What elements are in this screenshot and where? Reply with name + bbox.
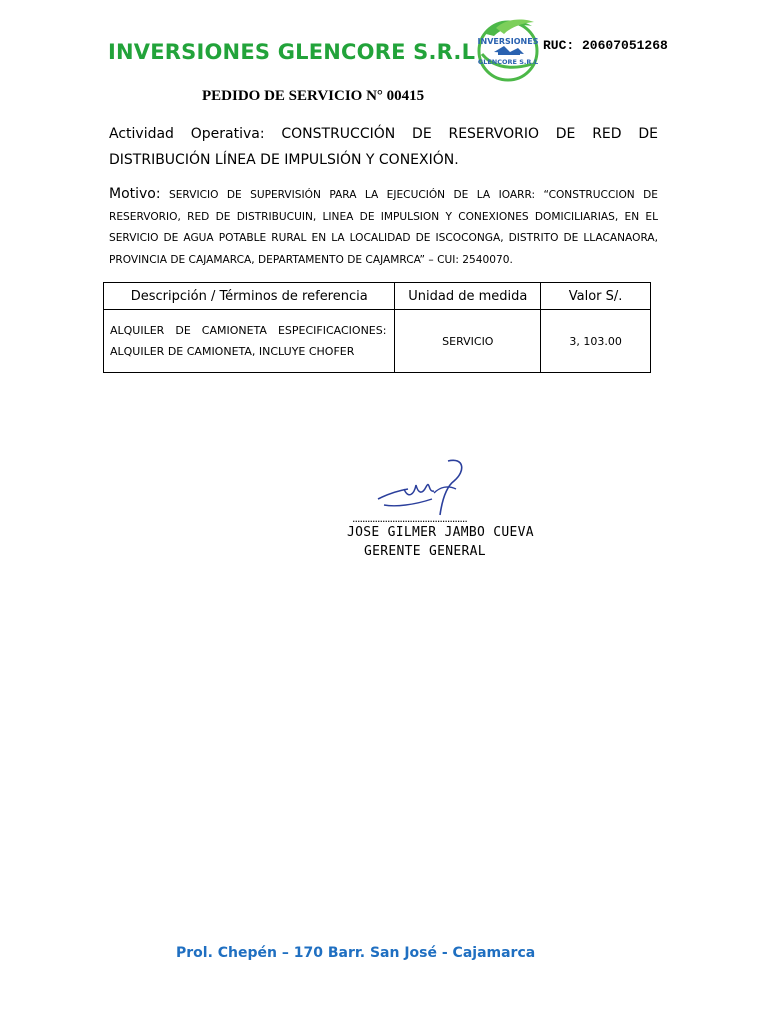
ruc-number: RUC: 20607051268	[543, 38, 668, 53]
document-title: PEDIDO DE SERVICIO N° 00415	[202, 88, 425, 104]
cell-unit: SERVICIO	[395, 310, 541, 373]
logo-icon	[472, 14, 546, 84]
services-table	[103, 282, 651, 373]
cell-description: ALQUILER DE CAMIONETA ESPECIFICACIONES: ALQUILER DE CAMIONETA, INCLUYE CHOFER	[104, 310, 395, 373]
svg-text:INVERSIONES: INVERSIONES	[477, 37, 539, 46]
actividad-label: Actividad Operativa:	[109, 126, 265, 142]
table-header-row	[104, 283, 651, 310]
header-unit: Unidad de medida	[395, 283, 541, 310]
company-name: INVERSIONES GLENCORE S.R.L	[108, 40, 476, 64]
header-value: Valor S/.	[541, 283, 651, 310]
footer-address: Prol. Chepén – 170 Barr. San José - Cajamarca	[176, 945, 536, 961]
cell-value: 3, 103.00	[541, 310, 651, 373]
signature-line: ..............................................	[352, 512, 467, 525]
motivo-label: Motivo:	[109, 186, 161, 202]
signatory-name: JOSE GILMER JAMBO CUEVA	[347, 525, 534, 540]
motivo-text: SERVICIO DE SUPERVISIÓN PARA LA EJECUCIÓN DE LA IOARR: “CONSTRUCCION DE RESERVORIO, RED DE DISTRIBUCUIN, LINEA DE IMPULSION Y CONEXIONES DOMICILIARIAS, EN EL SERVICIO DE AGUA POTABLE RURAL EN LA LOCALIDAD DE ISCOCONGA, DISTRITO DE LLACANAORA, PROVINCIA DE CAJAMARCA, DEPARTAMENTO DE CAJAMRCA” – CUI: 2540070.	[109, 189, 658, 266]
company-logo	[472, 14, 546, 84]
motivo-paragraph	[109, 184, 658, 271]
header-description: Descripción / Términos de referencia	[104, 283, 395, 310]
svg-text:GLENCORE S.R.L: GLENCORE S.R.L	[477, 58, 539, 66]
actividad-paragraph	[109, 121, 658, 173]
table-row	[104, 310, 651, 373]
actividad-text: CONSTRUCCIÓN DE RESERVORIO DE RED DE DISTRIBUCIÓN LÍNEA DE IMPULSIÓN Y CONEXIÓN.	[109, 126, 658, 168]
signatory-title: GERENTE GENERAL	[364, 544, 486, 559]
